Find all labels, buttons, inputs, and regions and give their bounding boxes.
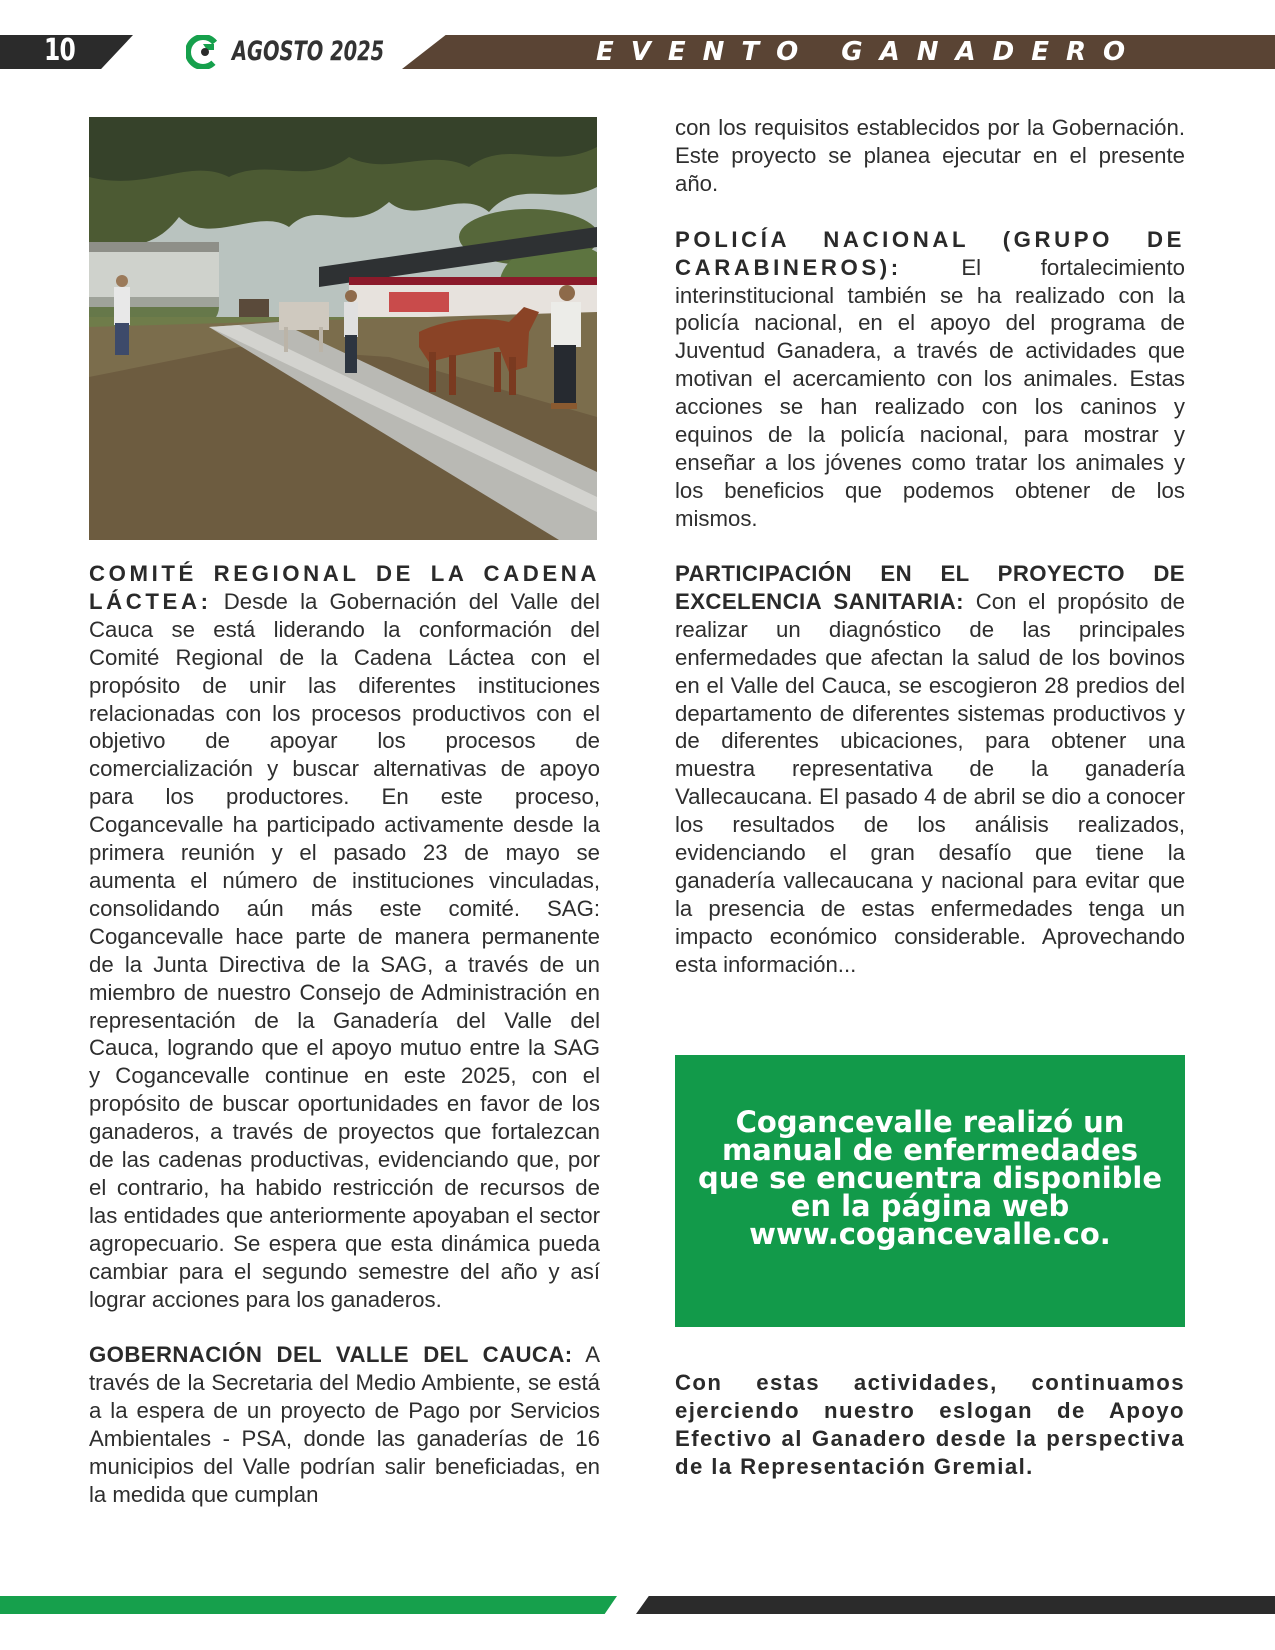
right-column-middle: [675, 560, 1185, 979]
body-policia: El fortalecimiento interinstitucional también se ha realizado con la policía nacional, en el apoyo del programa de Juventud Ganadera, a través de actividades que motivan el acercamiento con los animales. Estas acciones se han realizado con los caninos y equinos de la policía nacional, para mostrar y enseñar a los jóvenes como tratar los animales y los beneficios que podemos obtener de los mismos.: [675, 254, 1185, 531]
cogancevalle-logo-icon: [186, 35, 220, 69]
closing-statement: Con estas actividades, continuamos ejerciendo nuestro eslogan de Apoyo Efectivo al Ganadero desde la perspectiva de la Representación Gremial.: [675, 1370, 1185, 1479]
manual-highlight-text: Cogancevalle realizó un manual de enfermedades que se encuentra disponible en la página web www.cogancevalle.co.: [697, 1105, 1163, 1251]
paragraph-gobernacion: [89, 1341, 600, 1508]
body-excelencia-sanitaria: Con el propósito de realizar un diagnóstico de las principales enfermedades que afectan la salud de los bovinos en el Valle del Cauca, se escogieron 28 predios del departamento de diferentes sistemas productivos y de diferentes ubicaciones, para obtener una muestra representativa de la ganadería Vallecaucana. El pasado 4 de abril se dio a conocer los resultados de los análisis realizados, evidenciando el gran desafío que tiene la ganadería vallecaucana y nacional para evitar que la presencia de estas enfermedades tenga un impacto económico considerable. Aprovechando esta información...: [675, 588, 1185, 977]
heading-gobernacion: GOBERNACIÓN DEL VALLE DEL CAUCA:: [89, 1342, 573, 1368]
paragraph-excelencia-sanitaria: [675, 560, 1185, 979]
issue-date: AGOSTO 2025: [232, 36, 385, 67]
right-column-top: [675, 114, 1185, 533]
body-comite-lacteo: Desde la Gobernación del Valle del Cauca se está liderando la conformación del Comité Regional de la Cadena Láctea con el propósito de unir las diferentes instituciones relacionadas con los procesos productivos con el objetivo de apoyar los procesos de comercialización y buscar alternativas de apoyo para los productores. En este proceso, Cogancevalle ha participado activamente desde la primera reunión y el pasado 23 de mayo se aumenta el número de instituciones vinculadas, consolidando aún más este comité. SAG: Cogancevalle hace parte de manera permanente de la Junta Directiva de la SAG, a través de un miembro de nuestro Consejo de Administración en representación de la Ganadería del Valle del Cauca, logrando que el apoyo mutuo entre la SAG y Cogancevalle continue en este 2025, con el propósito de buscar oportunidades en favor de los ganaderos, a través de proyectos que fortalezcan de las cadenas productivas, evidenciando que, por el contrario, ha habido restricción de recursos de las entidades que anteriormente apoyaban el sector agropecuario. Se espera que esta dinámica pueda cambiar para el segundo semestre del año y así lograr acciones para los ganaderos.: [89, 588, 600, 1312]
heading-comite-lacteo: COMITÉ REGIONAL DE LA CADENA LÁCTEA:: [89, 561, 600, 614]
manual-highlight-box: [675, 1055, 1185, 1327]
page-number: 10: [44, 33, 76, 68]
body-gobernacion: A través de la Secretaria del Medio Ambiente, se está a la espera de un proyecto de Pago por Servicios Ambientales - PSA, donde las ganaderías de 16 municipios del Valle podrían salir beneficiadas, en la medida que cumplan: [89, 1342, 600, 1507]
left-column: [89, 560, 600, 1509]
footer-green-bar: [0, 1596, 617, 1614]
footer-dark-bar: [636, 1596, 1275, 1614]
cattle-show-illustration: [89, 117, 597, 540]
section-title: EVENTO GANADERO: [596, 37, 1143, 67]
paragraph-gobernacion-continued: con los requisitos establecidos por la Gobernación. Este proyecto se planea ejecutar en el presente año.: [675, 115, 1185, 196]
paragraph-comite-lacteo: [89, 560, 600, 1313]
heading-policia: POLICÍA NACIONAL (GRUPO DE CARABINEROS):: [675, 226, 1185, 280]
paragraph-policia: [675, 226, 1185, 533]
heading-excelencia-sanitaria: PARTICIPACIÓN EN EL PROYECTO DE EXCELENCIA SANITARIA:: [675, 561, 1185, 614]
cattle-show-photo: [89, 117, 597, 540]
